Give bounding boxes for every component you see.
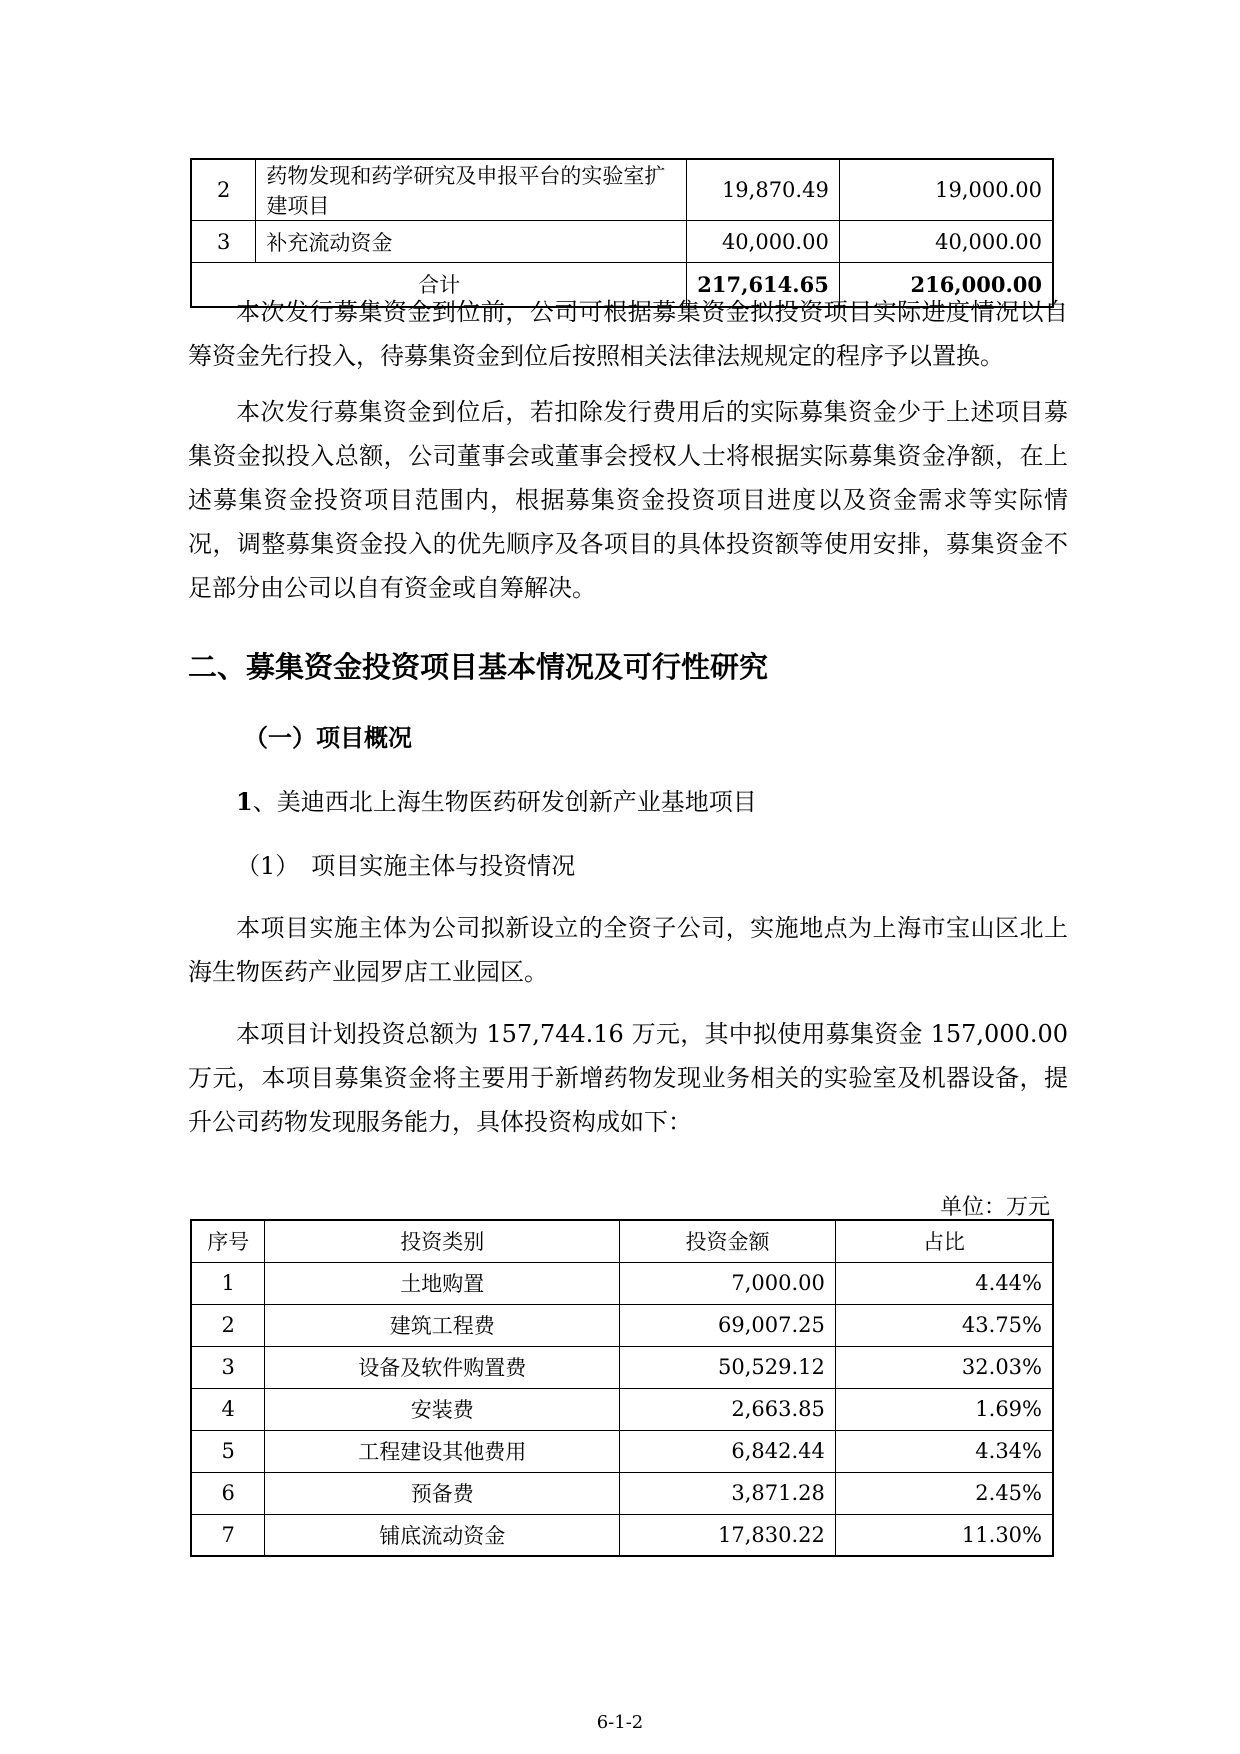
total-amount: 217,614.65	[687, 263, 840, 307]
table-cell: 3	[191, 221, 256, 263]
table-row	[191, 1514, 1053, 1556]
table-cell: 11.30%	[835, 1514, 1053, 1556]
table-cell: 2	[191, 159, 256, 221]
table-cell: 7,000.00	[620, 1262, 836, 1304]
table-cell: 2	[191, 1304, 265, 1346]
table-cell: 7	[191, 1514, 265, 1556]
header-cell: 序号	[191, 1220, 265, 1262]
table-cell: 19,870.49	[687, 159, 840, 221]
table-row	[191, 1472, 1053, 1514]
table-cell: 药物发现和药学研究及申报平台的实验室扩建项目	[256, 159, 687, 221]
table-cell: 安装费	[265, 1388, 620, 1430]
table-cell: 3	[191, 1346, 265, 1388]
table-cell: 3,871.28	[620, 1472, 836, 1514]
table-cell: 69,007.25	[620, 1304, 836, 1346]
table-cell: 6,842.44	[620, 1430, 836, 1472]
table-row	[191, 221, 1053, 263]
table-cell: 土地购置	[265, 1262, 620, 1304]
table-cell: 4.44%	[835, 1262, 1053, 1304]
table-cell: 设备及软件购置费	[265, 1346, 620, 1388]
table-row	[191, 1304, 1053, 1346]
table-row	[191, 1346, 1053, 1388]
header-cell: 投资类别	[265, 1220, 620, 1262]
table-row	[191, 1262, 1053, 1304]
table-cell: 32.03%	[835, 1346, 1053, 1388]
table-cell: 17,830.22	[620, 1514, 836, 1556]
table-cell: 4	[191, 1388, 265, 1430]
page-number: 6-1-2	[596, 1712, 644, 1733]
paragraph-3: 本项目实施主体为公司拟新设立的全资子公司，实施地点为上海市宝山区北上海生物医药产业园罗店工业园区。	[188, 914, 1068, 986]
table-cell: 6	[191, 1472, 265, 1514]
item-number: 1	[236, 787, 253, 816]
total-label: 合计	[191, 263, 687, 307]
section-heading: 二、募集资金投资项目基本情况及可行性研究	[188, 650, 769, 684]
table-cell: 19,000.00	[839, 159, 1053, 221]
table-cell: 2.45%	[835, 1472, 1053, 1514]
table-cell: 2,663.85	[620, 1388, 836, 1430]
table-row	[191, 159, 1053, 221]
header-cell: 投资金额	[620, 1220, 836, 1262]
item-title: 、美迪西北上海生物医药研发创新产业基地项目	[252, 788, 757, 816]
table-header-row	[191, 1220, 1053, 1262]
header-cell: 占比	[835, 1220, 1053, 1262]
table-cell: 建筑工程费	[265, 1304, 620, 1346]
unit-label: 单位：万元	[940, 1195, 1051, 1220]
table-row	[191, 1430, 1053, 1472]
total-raised: 216,000.00	[839, 263, 1053, 307]
table-cell: 1.69%	[835, 1388, 1053, 1430]
table-row	[191, 1388, 1053, 1430]
table-cell: 补充流动资金	[256, 221, 687, 263]
table-cell: 40,000.00	[687, 221, 840, 263]
paragraph-2: 本次发行募集资金到位后，若扣除发行费用后的实际募集资金少于上述项目募集资金拟投入总额，公司董事会或董事会授权人士将根据实际募集资金净额，在上述募集资金投资项目范围内，根据募集资金投资项目进度以及资金需求等实际情况，调整募集资金投入的优先顺序及各项目的具体投资额等使用安排，募集资金不足部分由公司以自有资金或自筹解决。	[188, 398, 1068, 602]
table-cell: 4.34%	[835, 1430, 1053, 1472]
table-cell: 工程建设其他费用	[265, 1430, 620, 1472]
table-cell: 1	[191, 1262, 265, 1304]
table-cell: 40,000.00	[839, 221, 1053, 263]
table-cell: 预备费	[265, 1472, 620, 1514]
paragraph-1: 本次发行募集资金到位前，公司可根据募集资金拟投资项目实际进度情况以自筹资金先行投入，待募集资金到位后按照相关法律法规规定的程序予以置换。	[188, 298, 1068, 370]
table-cell: 5	[191, 1430, 265, 1472]
item-heading	[236, 782, 757, 817]
table-cell: 43.75%	[835, 1304, 1053, 1346]
investment-table	[190, 1219, 1054, 1557]
subsection-heading: （一）项目概况	[244, 724, 412, 752]
paragraph-4: 本项目计划投资总额为 157,744.16 万元，其中拟使用募集资金 157,000.00 万元，本项目募集资金将主要用于新增药物发现业务相关的实验室及机器设备，提升公司药物发现服务能力，具体投资构成如下：	[188, 1020, 1068, 1136]
table-cell: 50,529.12	[620, 1346, 836, 1388]
table-cell: 铺底流动资金	[265, 1514, 620, 1556]
sub-item-heading: （1） 项目实施主体与投资情况	[236, 852, 576, 880]
fund-usage-table	[190, 158, 1054, 308]
